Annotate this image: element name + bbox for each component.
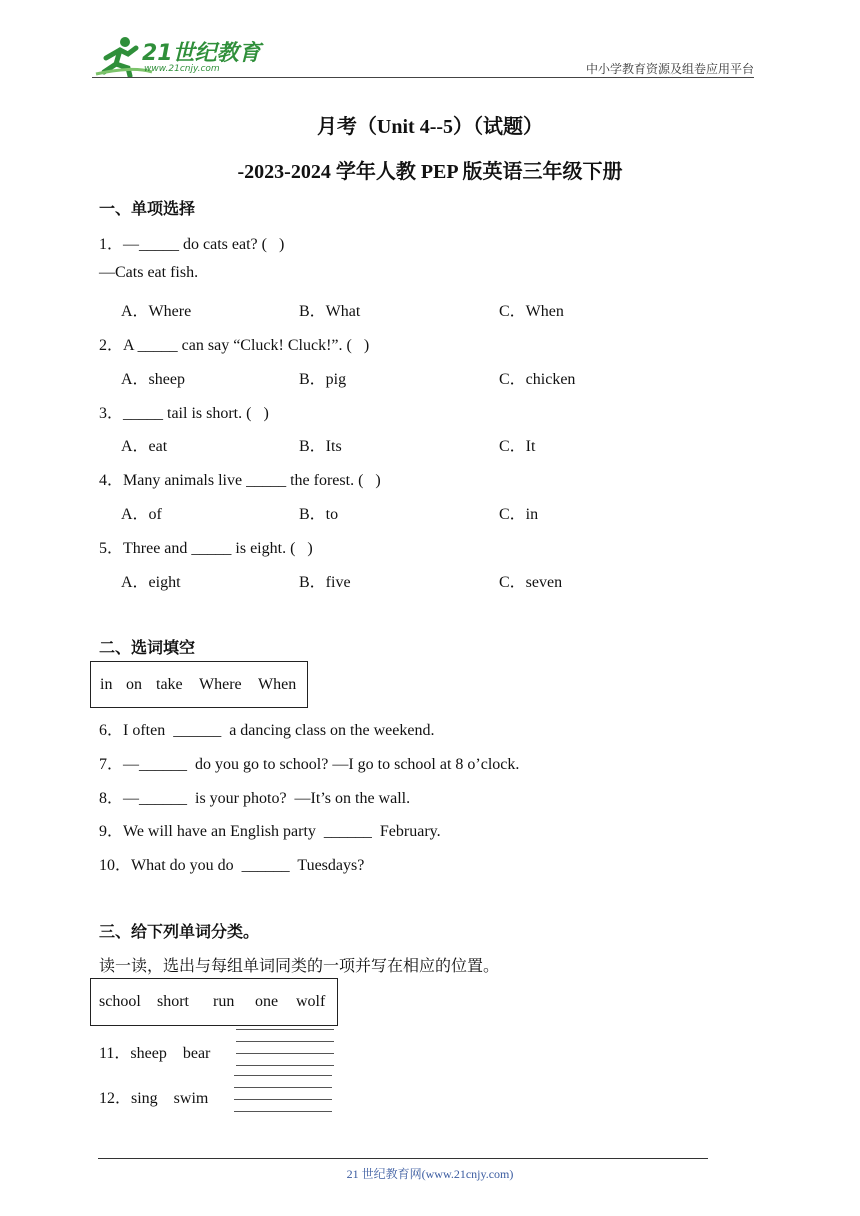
logo-brand-text: 21世纪教育 <box>142 41 261 66</box>
word-bank-box-2 <box>90 978 338 1026</box>
q2-option-a: A．sheep <box>121 371 185 388</box>
q1-option-c: C．When <box>499 303 564 320</box>
q7-stem: 7．—______ do you go to school? —I go to school at 8 o’clock. <box>99 756 520 773</box>
logo-url-text: www.21cnjy.com <box>144 64 220 74</box>
title-line-1: 月考（Unit 4--5）（试题） <box>316 116 544 138</box>
footer-text: 21 世纪教育网(www.21cnjy.com) <box>346 1167 514 1181</box>
q1-option-a: A．Where <box>121 303 192 320</box>
word-bank-item: wolf <box>296 993 326 1010</box>
q11-stem: 11．sheep bear <box>99 1045 211 1062</box>
q3-option-b: B．Its <box>299 438 342 455</box>
q5-option-b: B．five <box>299 574 351 591</box>
q2-stem: 2．A _____ can say “Cluck! Cluck!”. ( ) <box>99 337 370 354</box>
header-platform-text: 中小学教育资源及组卷应用平台 <box>585 62 754 76</box>
q11-answer-lines <box>236 1029 334 1077</box>
word-bank-item: on <box>126 675 142 693</box>
q9-stem: 9．We will have an English party ______ February. <box>99 823 441 840</box>
q1-option-b: B．What <box>299 303 361 320</box>
q5-option-a: A．eight <box>121 574 181 591</box>
q4-option-b: B．to <box>299 506 339 523</box>
section3-heading: 三、给下列单词分类。 <box>99 924 260 941</box>
word-bank-item: one <box>255 993 279 1010</box>
q5-stem: 5．Three and _____ is eight. ( ) <box>99 540 313 557</box>
brand-logo <box>92 34 262 78</box>
q6-stem: 6．I often ______ a dancing class on the weekend. <box>99 722 435 739</box>
q8-stem: 8．—______ is your photo? —It’s on the wall. <box>99 790 411 807</box>
word-bank-box <box>90 661 308 708</box>
word-bank-item: run <box>213 993 235 1010</box>
header-divider <box>92 77 754 78</box>
word-bank-item: take <box>156 675 183 693</box>
title-line-2: -2023-2024 学年人教 PEP 版英语三年级下册 <box>237 161 623 183</box>
q4-option-a: A．of <box>121 506 162 523</box>
footer-divider <box>98 1158 708 1159</box>
q5-option-c: C．seven <box>499 574 563 591</box>
q3-option-a: A．eat <box>121 438 168 455</box>
word-bank-item: When <box>258 675 297 693</box>
q4-option-c: C．in <box>499 506 539 523</box>
section3-instruction: 读一读，选出与每组单词同类的一项并写在相应的位置。 <box>99 958 500 975</box>
word-bank-item: in <box>100 675 113 693</box>
section1-heading: 一、单项选择 <box>99 201 196 218</box>
word-bank-item: school <box>99 993 141 1010</box>
q3-option-c: C．It <box>499 438 536 455</box>
q10-stem: 10．What do you do ______ Tuesdays? <box>99 857 365 874</box>
q1-stem: 1．—_____ do cats eat? ( ) <box>99 236 285 253</box>
q3-stem: 3．_____ tail is short. ( ) <box>99 405 269 422</box>
q4-stem: 4．Many animals live _____ the forest. ( ) <box>99 472 381 489</box>
q2-option-b: B．pig <box>299 371 347 388</box>
q12-answer-lines <box>234 1075 332 1123</box>
word-bank-item: Where <box>199 675 242 693</box>
q2-option-c: C．chicken <box>499 371 576 388</box>
q1-stem-answer: —Cats eat fish. <box>99 264 199 281</box>
q12-stem: 12．sing swim <box>99 1090 209 1107</box>
word-bank-item: short <box>157 993 189 1010</box>
section2-heading: 二、选词填空 <box>99 640 196 657</box>
